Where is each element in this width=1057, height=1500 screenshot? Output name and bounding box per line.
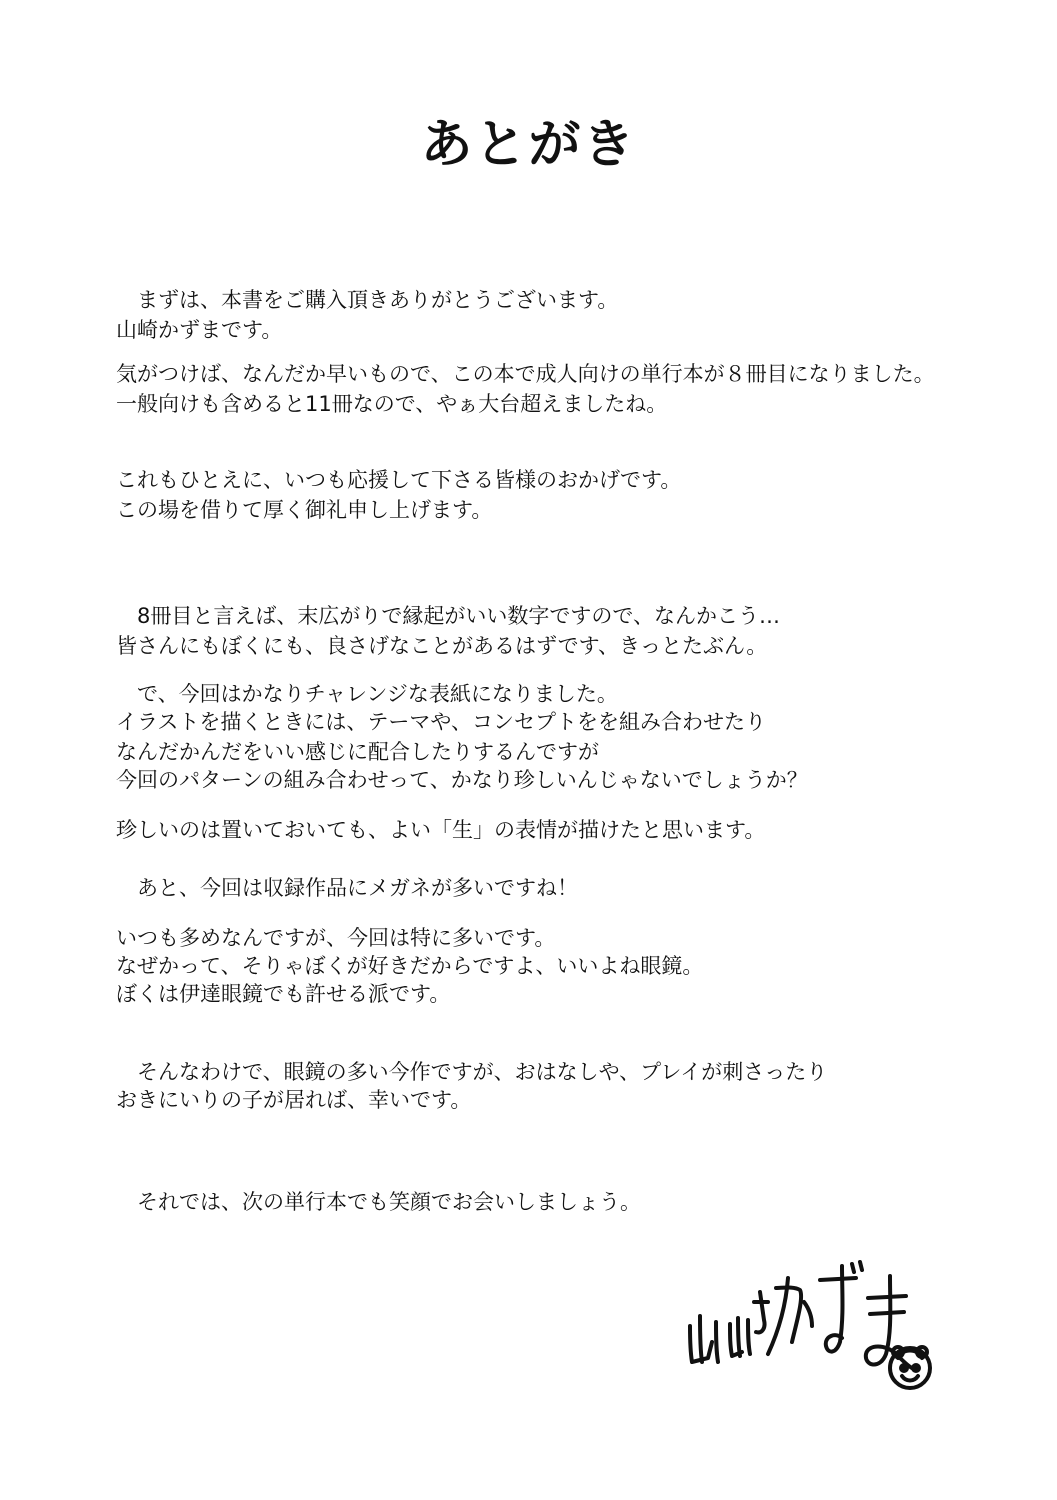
body-line: そんなわけで、眼鏡の多い今作ですが、おはなしや、プレイが刺さったり <box>116 1060 828 1084</box>
body-line: 8冊目と言えば、末広がりで縁起がいい数字ですので、なんかこう… <box>116 604 780 628</box>
body-line: 気がつけば、なんだか早いもので、この本で成人向けの単行本が８冊目になりました。 <box>116 362 935 386</box>
body-line: 一般向けも含めると11冊なので、やぁ大台超えましたね。 <box>116 392 668 416</box>
handwritten-signature <box>672 1258 952 1398</box>
body-line: まずは、本書をご購入頂きありがとうございます。 <box>116 288 619 312</box>
body-line: 今回のパターンの組み合わせって、かなり珍しいんじゃないでしょうか？ <box>116 768 808 792</box>
body-line: イラストを描くときには、テーマや、コンセプトをを組み合わせたり <box>116 710 766 734</box>
body-line: この場を借りて厚く御礼申し上げます。 <box>116 498 493 522</box>
body-line: あと、今回は収録作品にメガネが多いですね！ <box>116 876 578 900</box>
body-line: いつも多めなんですが、今回は特に多いです。 <box>116 926 556 950</box>
body-line: 皆さんにもぼくにも、良さげなことがあるはずです、きっとたぶん。 <box>116 634 768 658</box>
page-title: あとがき <box>420 115 637 175</box>
body-line: それでは、次の単行本でも笑顔でお会いしましょう。 <box>116 1190 641 1214</box>
body-line: ぼくは伊達眼鏡でも許せる派です。 <box>116 982 451 1006</box>
body-line: なんだかんだをいい感じに配合したりするんですが <box>116 740 599 764</box>
body-line: これもひとえに、いつも応援して下さる皆様のおかげです。 <box>116 468 682 492</box>
body-line: で、今回はかなりチャレンジな表紙になりました。 <box>116 682 618 706</box>
body-line: 山崎かずまです。 <box>116 318 283 342</box>
body-line: おきにいりの子が居れば、幸いです。 <box>116 1088 472 1112</box>
body-line: 珍しいのは置いておいても、よい「生」の表情が描けたと思います。 <box>116 818 766 842</box>
body-line: なぜかって、そりゃぼくが好きだからですよ、いいよね眼鏡。 <box>116 954 704 978</box>
